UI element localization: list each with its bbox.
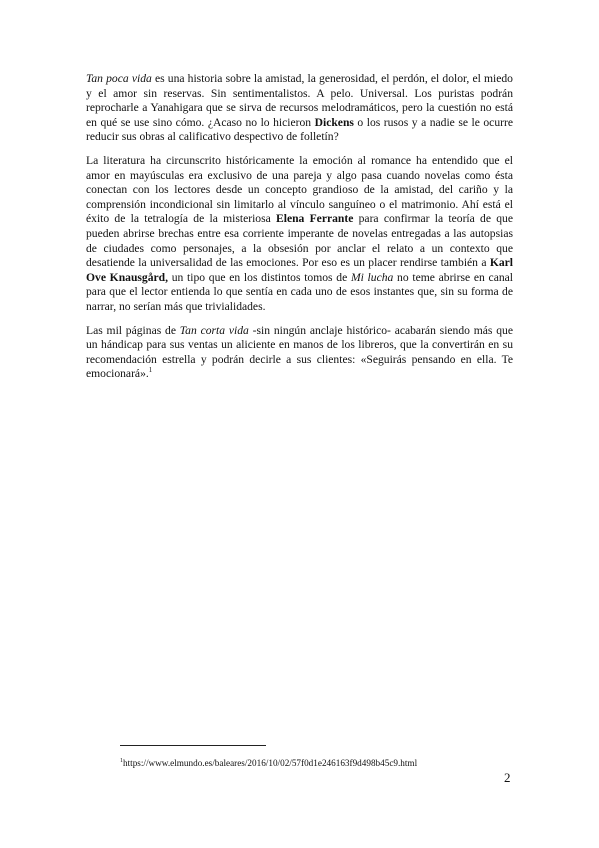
footnote-reference[interactable]: 1 xyxy=(148,366,153,375)
paragraph xyxy=(86,154,513,315)
paragraph xyxy=(86,324,513,382)
bold-name: Karl Ove Knausgård, xyxy=(86,256,513,284)
bold-name: Dickens xyxy=(314,115,354,129)
footnote xyxy=(120,757,500,769)
text-run: es una historia sobre la amistad, la generosidad, el perdón, el dolor, el miedo y el amor sin reservas. Sin sentimentalistos. A pelo. Universal. Los puristas podrán reprocharle a Yanahigara que se sirva de recursos melodramáticos, pero la cuestión no está en qué se use sino cómo. ¿Acaso no lo hicieron xyxy=(86,72,513,129)
footnote-link[interactable]: https://www.elmundo.es/baleares/2016/10/02/57f0d1e246163f9d498b45c9.html xyxy=(123,758,418,768)
bold-name: Elena Ferrante xyxy=(276,212,354,226)
footnote-separator xyxy=(120,745,266,746)
italic-title: Mi lucha xyxy=(350,270,394,284)
paragraph xyxy=(86,72,513,145)
italic-title: Tan poca vida xyxy=(86,72,152,85)
footnote-marker: 1 xyxy=(120,757,123,764)
text-run: La literatura ha circunscrito históricamente la emoción al romance ha entendido que el amor en mayúsculas era exclusivo de una pareja y algo pasa cuando novelas como ésta conectan con los lectores desde un concepto grandioso de la amistad, del cariño y la comprensión incondicional sin limitarlo al vínculo sanguíneo o el matrimonio. Ahí está el éxito de la tetralogía de la misteriosa xyxy=(86,153,513,226)
body-text xyxy=(86,72,513,391)
italic-title: Tan corta vida xyxy=(179,323,249,337)
text-run: -sin ningún anclaje histórico- acabarán siendo más que un hándicap para sus ventas un aliciente en manos de los libreros, que la convertirán en su recomendación estrella y podrán decirle a sus clientes: «Seguirás pensando en ella. Te emocionará». xyxy=(86,323,513,381)
page-number: 2 xyxy=(504,770,511,785)
text-run: no teme abrirse en canal para que el lector entienda lo que sentía en cada uno de esos instantes que, sin su forma de narrar, no serían más que trivialidades. xyxy=(86,270,514,313)
text-run: para confirmar la teoría de que pueden abrirse brechas entre esa corriente imperante de novelas entregadas a las autopsias de ciudades como personajes, a la obsesión por anclar el relato a un contexto que desatiende la universalidad de las emociones. Por eso es un placer rendirse también a xyxy=(86,212,513,270)
text-run: un tipo que en los distintos tomos de xyxy=(168,270,351,284)
text-run: Las mil páginas de xyxy=(86,323,180,337)
text-run: o los rusos y a nadie se le ocurre reducir sus obras al calificativo despectivo de folletín? xyxy=(86,115,513,144)
